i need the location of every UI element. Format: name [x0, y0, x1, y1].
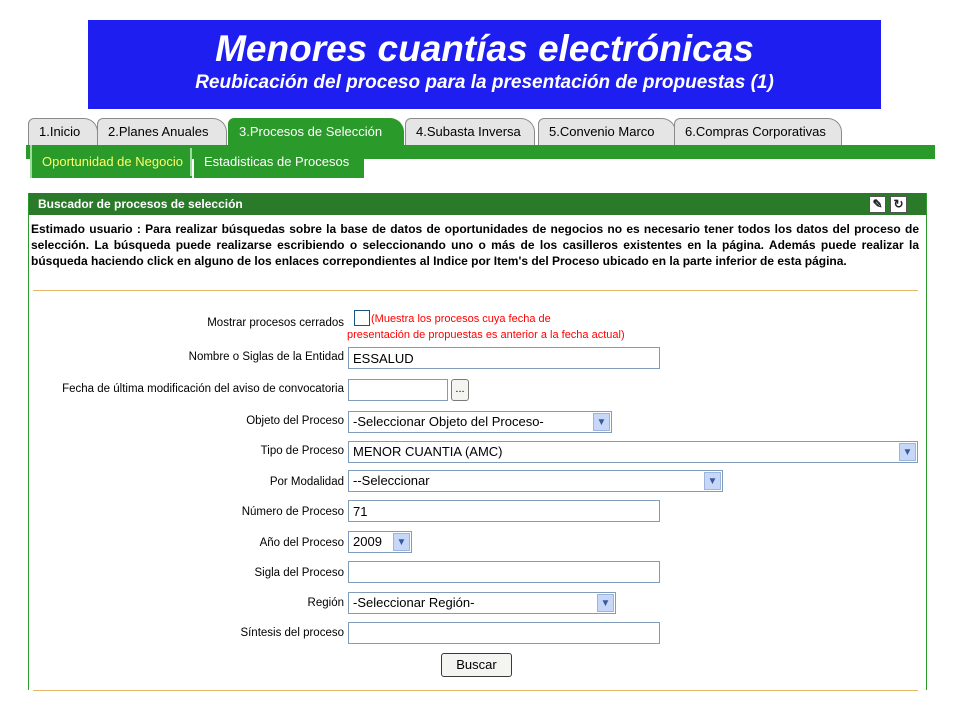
- search-panel: [28, 193, 927, 690]
- refresh-icon[interactable]: ↻: [890, 196, 907, 213]
- anio-select[interactable]: [348, 531, 412, 553]
- cerrados-note-line1: (Muestra los procesos cuya fecha de: [371, 313, 551, 325]
- entidad-input[interactable]: ESSALUD: [348, 347, 660, 369]
- chevron-down-icon: ▼: [899, 443, 916, 461]
- chevron-down-icon: ▼: [593, 413, 610, 431]
- modalidad-select[interactable]: [348, 470, 723, 492]
- tab-subasta-inversa[interactable]: 4.Subasta Inversa: [405, 118, 535, 145]
- sigla-label: Sigla del Proceso: [254, 567, 344, 579]
- numero-label: Número de Proceso: [241, 506, 344, 518]
- tab-planes-anuales[interactable]: 2.Planes Anuales: [97, 118, 227, 145]
- anio-select-value: 2009: [353, 534, 382, 549]
- region-select[interactable]: [348, 592, 616, 614]
- tipo-select[interactable]: [348, 441, 918, 463]
- fecha-input[interactable]: [348, 379, 448, 401]
- banner-subtitle: Reubicación del proceso para la presentación de propuestas (1): [195, 72, 774, 93]
- main-tabs: [26, 118, 935, 146]
- tab-compras-corporativas[interactable]: 6.Compras Corporativas: [674, 118, 842, 145]
- tab-convenio-marco[interactable]: 5.Convenio Marco: [538, 118, 676, 145]
- title-banner: [88, 20, 881, 109]
- buscar-button[interactable]: Buscar: [441, 653, 512, 677]
- tipo-label: Tipo de Proceso: [260, 445, 344, 457]
- objeto-label: Objeto del Proceso: [246, 415, 344, 427]
- sintesis-input[interactable]: [348, 622, 660, 644]
- modalidad-label: Por Modalidad: [269, 476, 344, 488]
- objeto-select[interactable]: [348, 411, 612, 433]
- anio-label: Año del Proceso: [259, 537, 344, 549]
- objeto-select-value: -Seleccionar Objeto del Proceso-: [353, 414, 544, 429]
- sintesis-label: Síntesis del proceso: [240, 627, 344, 639]
- panel-title: Buscador de procesos de selección: [38, 197, 243, 211]
- intro-text: Estimado usuario : Para realizar búsquedas sobre la base de datos de oportunidades de negocios no es necesario tener todos los datos del proceso de selección. La búsqueda puede realizarse escribiendo o seleccionando uno o más de los casilleros existentes en la página. Además puede realizar la búsqueda haciendo click en alguno de los enlaces correpondientes al Indice por Item's del Proceso ubicado en la parte inferior de esta página.: [31, 222, 919, 268]
- edit-icon[interactable]: ✎: [869, 196, 886, 213]
- tab-inicio[interactable]: 1.Inicio: [28, 118, 98, 145]
- entidad-label: Nombre o Siglas de la Entidad: [188, 351, 344, 363]
- subtab-estadisticas-procesos[interactable]: Estadisticas de Procesos: [194, 145, 364, 178]
- cerrados-checkbox[interactable]: [354, 310, 370, 326]
- tab-procesos-seleccion[interactable]: 3.Procesos de Selección: [228, 118, 404, 146]
- cerrados-label: Mostrar procesos cerrados: [207, 317, 344, 329]
- modalidad-select-value: --Seleccionar: [353, 473, 430, 488]
- subtab-divider: [190, 148, 192, 176]
- chevron-down-icon: ▼: [597, 594, 614, 612]
- panel-header: [29, 193, 926, 215]
- subtab-oportunidad-negocio[interactable]: Oportunidad de Negocio: [30, 145, 192, 178]
- chevron-down-icon: ▼: [393, 533, 410, 551]
- divider-top: [33, 290, 918, 291]
- cerrados-note-line2: presentación de propuestas es anterior a la fecha actual): [347, 329, 625, 341]
- chevron-down-icon: ▼: [704, 472, 721, 490]
- divider-bottom: [33, 690, 918, 691]
- sigla-input[interactable]: [348, 561, 660, 583]
- region-label: Región: [307, 597, 344, 609]
- region-select-value: -Seleccionar Región-: [353, 595, 475, 610]
- fecha-label: Fecha de última modificación del aviso de convocatoria: [62, 383, 344, 395]
- tipo-select-value: MENOR CUANTIA (AMC): [353, 444, 503, 459]
- banner-title: Menores cuantías electrónicas: [215, 28, 754, 69]
- calendar-button[interactable]: ...: [451, 379, 469, 401]
- numero-input[interactable]: 71: [348, 500, 660, 522]
